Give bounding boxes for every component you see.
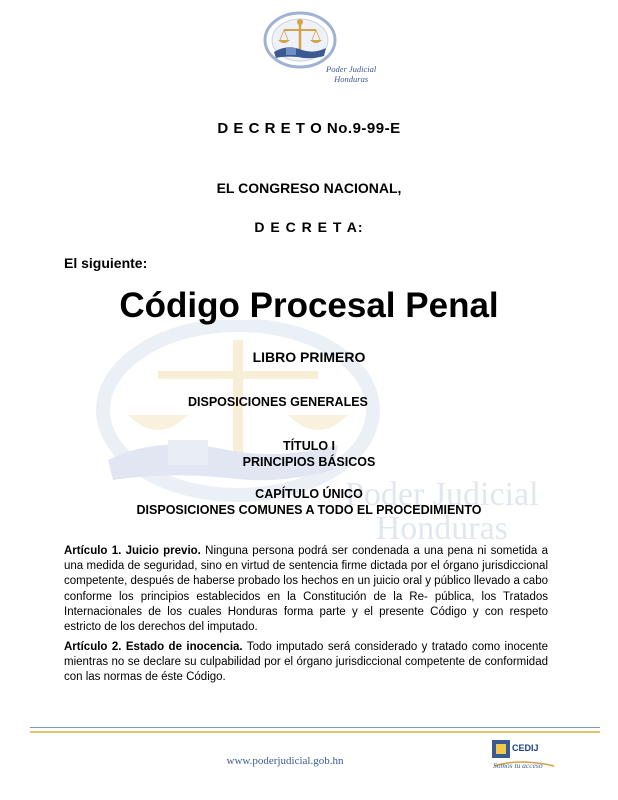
watermark-line-2: Honduras: [375, 510, 508, 547]
article-2: [64, 640, 548, 686]
congress-heading: EL CONGRESO NACIONAL,: [216, 180, 402, 196]
title-heading: [0, 438, 618, 470]
cedij-name: CEDIJ: [512, 743, 539, 753]
decree-number: D E C R E T O No.9-99-E: [217, 120, 401, 137]
chapter-label: CAPÍTULO ÚNICO: [255, 487, 363, 501]
cedij-slogan: Somos tu acceso: [493, 761, 543, 770]
intro-text: El siguiente:: [64, 255, 148, 271]
chapter-heading: [0, 486, 618, 518]
title-name: PRINCIPIOS BÁSICOS: [242, 455, 376, 469]
chapter-name: DISPOSICIONES COMUNES A TODO EL PROCEDIMIENTO: [136, 503, 482, 517]
book-heading: LIBRO PRIMERO: [252, 349, 366, 365]
page-title: Código Procesal Penal: [119, 286, 499, 325]
footer-divider-blue: [30, 727, 600, 728]
title-label: TÍTULO I: [282, 439, 336, 453]
decreta-heading: D E C R E T A:: [254, 219, 364, 235]
logo-line-1: Poder Judicial: [326, 64, 377, 74]
logo-caption: [326, 64, 376, 84]
article-1: [64, 544, 548, 635]
article-1-heading: Artículo 1. Juicio previo.: [64, 545, 201, 557]
footer-divider-gold: [30, 731, 600, 733]
article-1-text: Ninguna persona podrá ser condenada a una pena ni sometida a una medida de seguridad, sino en virtud de sentencia firme dictada por el órgano jurisdiccional competente, después de haberse probado los hechos en un juicio oral y público llevado a cabo conforme los principios establecidos en la Constitución de la Re- pública, los Tratados Internacionales de los cuales Honduras forma parte y el presente Código y con respeto estricto de los derechos del imputado.: [64, 545, 549, 634]
article-2-heading: Artículo 2. Estado de inocencia.: [64, 641, 243, 653]
general-provisions-heading: DISPOSICIONES GENERALES: [188, 395, 368, 409]
watermark-line-1: Poder Judicial: [345, 476, 539, 513]
footer-url-link[interactable]: www.poderjudicial.gob.hn: [226, 755, 344, 767]
article-2-text: Todo imputado será considerado y tratado como inocente mientras no se declare su culpabilidad por el órgano jurisdiccional competente de conformidad con las normas de éste Código.: [64, 641, 548, 684]
logo-line-2: Honduras: [334, 74, 369, 84]
